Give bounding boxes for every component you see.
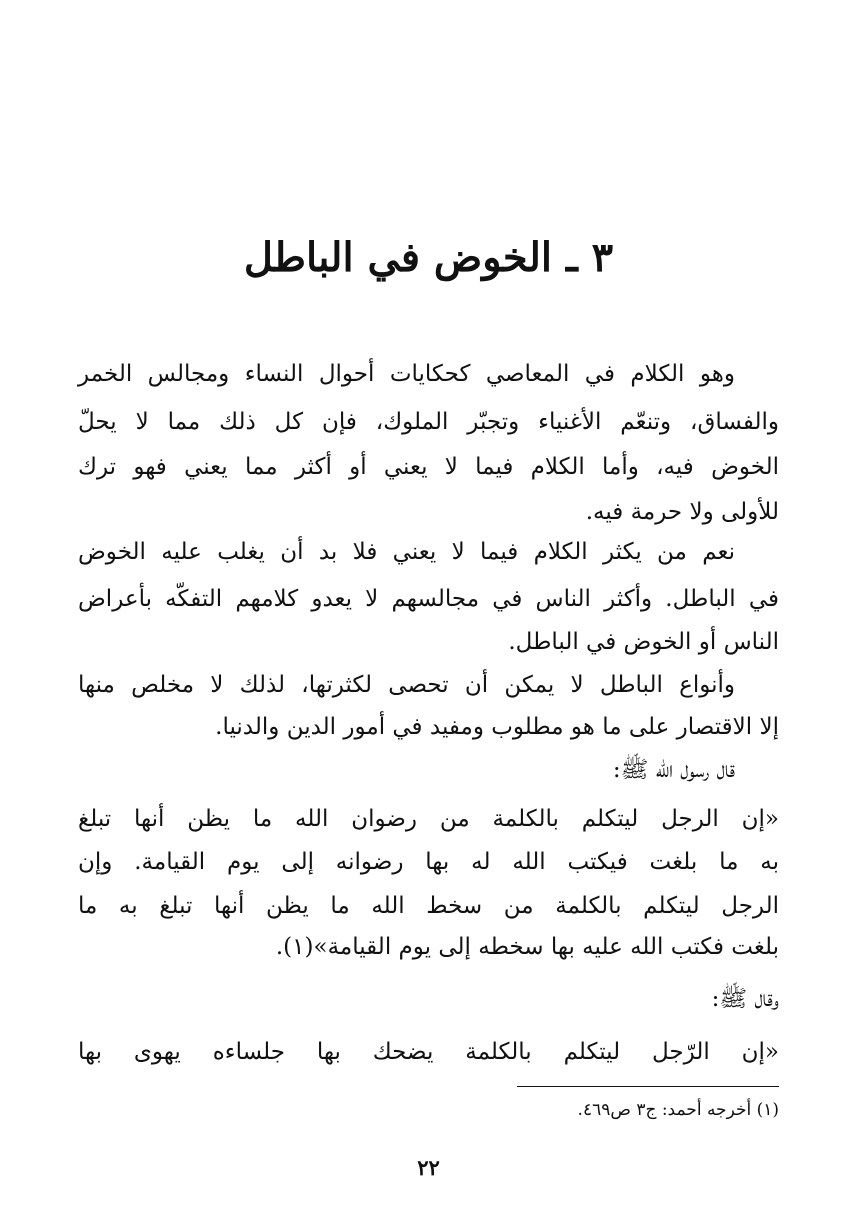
hadith-1-line-4: بلغت فكتب الله عليه بها سخطه إلى يوم القيامة»(١). xyxy=(275,934,779,960)
paragraph-3-line-2: إلا الاقتصار على ما هو مطلوب ومفيد في أمور الدين والدنيا. xyxy=(215,714,779,740)
page-number: ٢٢ xyxy=(417,1155,440,1180)
paragraph-1-line-3: الخوض فيه، وأما الكلام فيما لا يعني أو أكثر مما يعني فهو ترك xyxy=(78,454,779,480)
hadith-1-intro: قال رسول الله ﷺ: xyxy=(612,757,735,783)
paragraph-2-line-3: الناس أو الخوض في الباطل. xyxy=(508,629,779,655)
footnote: (١) أخرجه أحمد: ج٣ ص٤٦٩. xyxy=(577,1100,779,1120)
paragraph-1-line-1: وهو الكلام في المعاصي كحكايات أحوال النساء ومجالس الخمر xyxy=(78,361,735,387)
paragraph-1-line-4: للأولى ولا حرمة فيه. xyxy=(585,499,779,525)
paragraph-1-line-2: والفساق، وتنعّم الأغنياء وتجبّر الملوك، فإن كل ذلك مما لا يحلّ xyxy=(78,409,779,435)
chapter-title: ٣ ـ الخوض في الباطل xyxy=(243,234,614,281)
hadith-1-line-3: الرجل ليتكلم بالكلمة من سخط الله ما يظن أنها تبلغ به ما xyxy=(78,893,779,919)
hadith-1-line-1: «إن الرجل ليتكلم بالكلمة من رضوان الله ما يظن أنها تبلغ xyxy=(78,806,779,832)
footnote-rule xyxy=(517,1086,779,1087)
paragraph-2-line-2: في الباطل. وأكثر الناس في مجالسهم لا يعدو كلامهم التفكّه بأعراض xyxy=(78,586,779,612)
hadith-2-intro: وقال ﷺ: xyxy=(711,986,779,1012)
hadith-2-line-1: «إن الرّجل ليتكلم بالكلمة يضحك بها جلساءه يهوى بها xyxy=(78,1039,779,1065)
paragraph-2-line-1: نعم من يكثر الكلام فيما لا يعني فلا بد أن يغلب عليه الخوض xyxy=(78,539,735,565)
paragraph-3-line-1: وأنواع الباطل لا يمكن أن تحصى لكثرتها، لذلك لا مخلص منها xyxy=(78,672,735,698)
hadith-1-line-2: به ما بلغت فيكتب الله له بها رضوانه إلى يوم القيامة. وإن xyxy=(78,849,779,875)
